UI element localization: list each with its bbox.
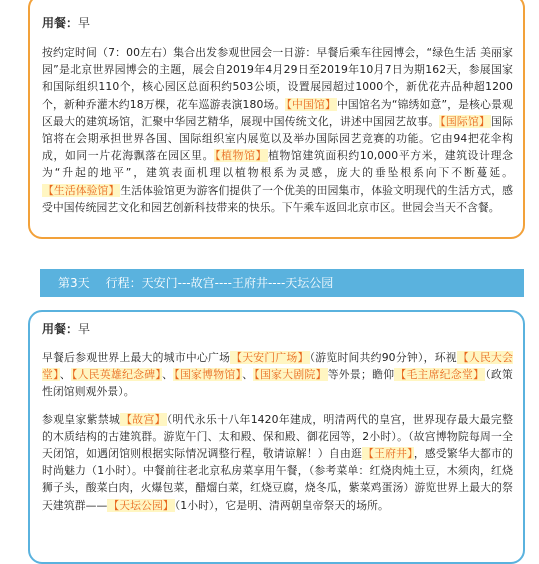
paragraph-text: ，感受繁华大都市的时尚魅力（1小时）。中餐前往老北京私房菜享用午餐，（参考菜单：红烧肉炖土豆，木须肉，红烧狮子头，酸菜白肉，火爆包菜，醋熘白菜，红烧豆腐，烧冬瓜，紫菜鸡蛋汤）游览世界上最大的祭天建筑群—— xyxy=(42,447,513,512)
paragraph-text: 等外景；瞻仰 xyxy=(327,368,395,382)
highlighted-place-name: 【人民大会堂】 xyxy=(42,351,514,382)
highlighted-place-name: 【中国馆】 xyxy=(286,97,336,111)
highlighted-place-name: 【王府井】 xyxy=(363,447,413,461)
highlighted-place-name: 【生活体验馆】 xyxy=(43,183,120,197)
highlighted-place-name: 【天安门广场】 xyxy=(231,351,309,364)
paragraph-text: （明代永乐十八年1420年建成，明清两代的皇宫，世界现存最大最完整的木质结构的古建筑群。游览午门、太和殿、保和殿、御花园等，2小时）。（故宫博物院每周一全天闭馆，如遇闭馆则根据实际情况调整行程，敬请谅解！）自由逛 xyxy=(42,412,513,461)
paragraph-text: 生活体验馆更为游客们提供了一个优美的田园集市，体验文明现代的生活方式，感受中国传统园艺文化和园艺创新科技带来的快乐。下午乘车返回北京市区。世园会当天不含餐。 xyxy=(42,183,513,214)
paragraph-text: 、 xyxy=(162,368,174,382)
highlighted-place-name: 【国际馆】 xyxy=(440,114,491,128)
paragraph-text: （游览时间共约90分钟），环视 xyxy=(309,351,457,364)
highlighted-place-name: 【植物馆】 xyxy=(215,149,268,163)
day2-paragraph xyxy=(42,44,513,216)
meal-line xyxy=(42,14,513,31)
paragraph-text: 参观皇家紫禁城 xyxy=(42,412,121,426)
highlighted-place-name: 【毛主席纪念堂】 xyxy=(395,368,485,382)
paragraph-text: 植物馆建筑面积约10,000平方米，建筑设计理念为“升起的地平”，建筑表面机理以植物根系为灵感，庞大的垂坠根系向下不断蔓延。 xyxy=(42,149,513,180)
highlighted-place-name: 【国家大剧院】 xyxy=(254,368,327,382)
meal-line xyxy=(42,320,513,337)
paragraph-text: 、 xyxy=(59,368,71,382)
meal-label: 用餐： xyxy=(42,16,79,30)
day3-box xyxy=(28,310,525,564)
meal-label: 用餐： xyxy=(42,322,79,336)
day-number: 第3天 xyxy=(58,276,90,290)
day3-paragraph-2 xyxy=(42,411,513,514)
meal-value: 早 xyxy=(78,16,91,30)
paragraph-text: 中国馆名为“锦绣如意”，是核心景观区最大的建筑场馆，汇聚中华园艺精华，展现中国传统文化，讲述中国园艺故事。 xyxy=(42,97,514,128)
meal-value: 早 xyxy=(78,322,91,336)
paragraph-text: 早餐后参观世界上最大的城市中心广场 xyxy=(42,351,231,364)
highlighted-place-name: 【国家博物馆】 xyxy=(174,368,242,382)
paragraph-text: 国际馆将在会期承担世界各国、国际组织室内展览以及举办国际园艺竞赛的功能。它由94把花伞构成，如同一片花海飘落在园区里。 xyxy=(42,114,513,163)
day2-box xyxy=(28,0,525,239)
paragraph-text: 按约定时间（7：00左右）集合出发参观世园会一日游：早餐后乘车往园博会，“绿色生活 美丽家园”是北京世界园博会的主题，展会自2019年4月29日至2019年10月7日为期162天，参展国家和国际组织110个，核心园区总面积约503公顷，设置展园超过1000个，新优花卉品种超1200个，新种乔灌木约18万棵，花车巡游表演180场。 xyxy=(42,46,513,111)
day3-paragraph-1 xyxy=(42,349,513,401)
highlighted-place-name: 【人民英雄纪念碑】 xyxy=(71,368,162,382)
day3-header-bar xyxy=(40,269,524,297)
paragraph-text: （1小时），它是明、清两朝皇帝祭天的场所。 xyxy=(174,498,389,512)
paragraph-text: （政策性闭馆则观外景）。 xyxy=(42,368,513,399)
paragraph-text: 、 xyxy=(242,368,254,382)
highlighted-place-name: 【故宫】 xyxy=(121,412,166,426)
highlighted-place-name: 【天坛公园】 xyxy=(108,498,174,512)
day-route: 行程：天安门---故宫----王府井----天坛公园 xyxy=(105,276,334,290)
